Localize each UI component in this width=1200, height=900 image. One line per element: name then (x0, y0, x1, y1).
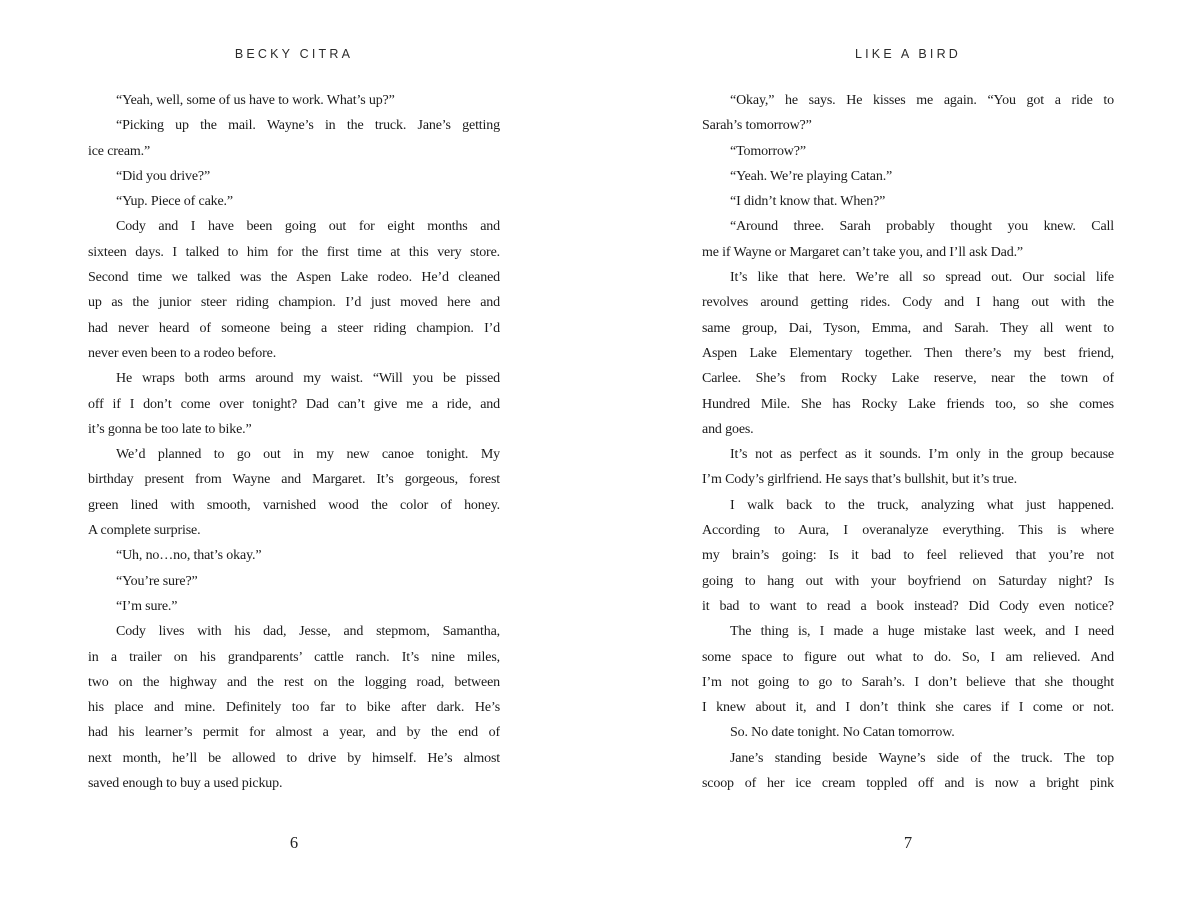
page-line: off if I don’t come over tonight? Dad can’t give me a ride, and (88, 396, 500, 412)
page-line: He wraps both arms around my waist. “Will you be pissed (116, 371, 500, 387)
page-line: his place and mine. Definitely too far to bike after dark. He’s (88, 700, 500, 716)
page-line: revolves around getting rides. Cody and I hang out with the (702, 295, 1114, 311)
page-line: I walk back to the truck, analyzing what just happened. (730, 497, 1114, 513)
page-line: I knew about it, and I don’t think she cares if I come or not. (702, 700, 1114, 716)
page-line: “Picking up the mail. Wayne’s in the truck. Jane’s getting (116, 118, 500, 134)
page-number-right: 7 (903, 833, 913, 852)
page-line: I’m not going to go to Sarah’s. I don’t believe that she thought (702, 674, 1114, 690)
page-line: “Uh, no…no, that’s okay.” (116, 548, 262, 564)
page-line: “Did you drive?” (116, 168, 211, 184)
page-line: my brain’s going: Is it bad to feel relieved that you’re not (702, 548, 1114, 564)
page-line: never even been to a rodeo before. (88, 345, 277, 361)
page-line: So. No date tonight. No Catan tomorrow. (730, 725, 955, 741)
page-line: It’s not as perfect as it sounds. I’m only in the group because (730, 447, 1114, 463)
page-line: Second time we talked was the Aspen Lake rodeo. He’d cleaned (88, 270, 500, 286)
page-line: “Yeah, well, some of us have to work. What’s up?” (116, 93, 395, 108)
page-line: “You’re sure?” (116, 573, 198, 589)
page-line: It’s like that here. We’re all so spread out. Our social life (730, 270, 1114, 286)
page-line: Jane’s standing beside Wayne’s side of the truck. The top (730, 750, 1114, 766)
page-line: scoop of her ice cream toppled off and is now a bright pink (702, 776, 1114, 792)
page-line: some space to figure out what to do. So, I am relieved. And (702, 649, 1114, 665)
page-right-body (702, 88, 1114, 796)
page-line: “Yup. Piece of cake.” (116, 194, 233, 210)
page-line: in a trailer on his grandparents’ cattle ranch. It’s nine miles, (88, 649, 500, 665)
page-line: Carlee. She’s from Rocky Lake reserve, near the town of (702, 371, 1114, 387)
page-line: green lined with smooth, varnished wood the color of honey. (88, 497, 500, 513)
page-line: Cody and I have been going out for eight months and (116, 219, 500, 235)
page-line: We’d planned to go out in my new canoe tonight. My (116, 447, 500, 463)
page-line: I’m Cody’s girlfriend. He says that’s bullshit, but it’s true. (702, 472, 1018, 488)
page-line: and goes. (702, 421, 754, 437)
page-line: “Around three. Sarah probably thought you knew. Call (730, 219, 1114, 235)
page-line: “Yeah. We’re playing Catan.” (730, 168, 893, 184)
page-left (88, 0, 500, 900)
page-line: “I’m sure.” (116, 598, 178, 614)
page-line: “Okay,” he says. He kisses me again. “You got a ride to (730, 93, 1114, 108)
page-line: saved enough to buy a used pickup. (88, 776, 283, 792)
running-header-author: BECKY CITRA (234, 47, 354, 61)
page-line: two on the highway and the rest on the logging road, between (88, 674, 500, 690)
running-header-title: LIKE A BIRD (854, 47, 962, 61)
page-line: next month, he’ll be allowed to drive by himself. He’s almost (88, 750, 500, 766)
page-right (702, 0, 1114, 900)
page-line: same group, Dai, Tyson, Emma, and Sarah. They all went to (702, 320, 1114, 336)
page-line: The thing is, I made a huge mistake last week, and I need (730, 624, 1114, 640)
page-line: me if Wayne or Margaret can’t take you, and I’ll ask Dad.” (702, 244, 1023, 260)
page-line: it bad to want to read a book instead? Did Cody even notice? (702, 598, 1114, 614)
page-line: “Tomorrow?” (730, 143, 806, 159)
page-line: birthday present from Wayne and Margaret. It’s gorgeous, forest (88, 472, 500, 488)
page-left-body (88, 88, 500, 796)
page-line: had never heard of someone being a steer riding champion. I’d (88, 320, 500, 336)
page-line: “I didn’t know that. When?” (730, 194, 886, 210)
page-line: Sarah’s tomorrow?” (702, 118, 812, 134)
page-line: Hundred Mile. She has Rocky Lake friends too, so she comes (702, 396, 1114, 412)
page-line: Aspen Lake Elementary together. Then there’s my best friend, (702, 345, 1114, 361)
page-line: A complete surprise. (88, 523, 201, 539)
page-line: ice cream.” (88, 143, 151, 159)
page-line: According to Aura, I overanalyze everything. This is where (702, 523, 1114, 539)
page-line: sixteen days. I talked to him for the first time at this very store. (88, 244, 500, 260)
page-number-left: 6 (289, 833, 299, 852)
page-line: going to hang out with your boyfriend on Saturday night? Is (702, 573, 1114, 589)
page-line: had his learner’s permit for almost a year, and by the end of (88, 725, 500, 741)
page-line: Cody lives with his dad, Jesse, and stepmom, Samantha, (116, 624, 500, 640)
page-line: it’s gonna be too late to bike.” (88, 421, 252, 437)
page-line: up as the junior steer riding champion. I’d just moved here and (88, 295, 500, 311)
